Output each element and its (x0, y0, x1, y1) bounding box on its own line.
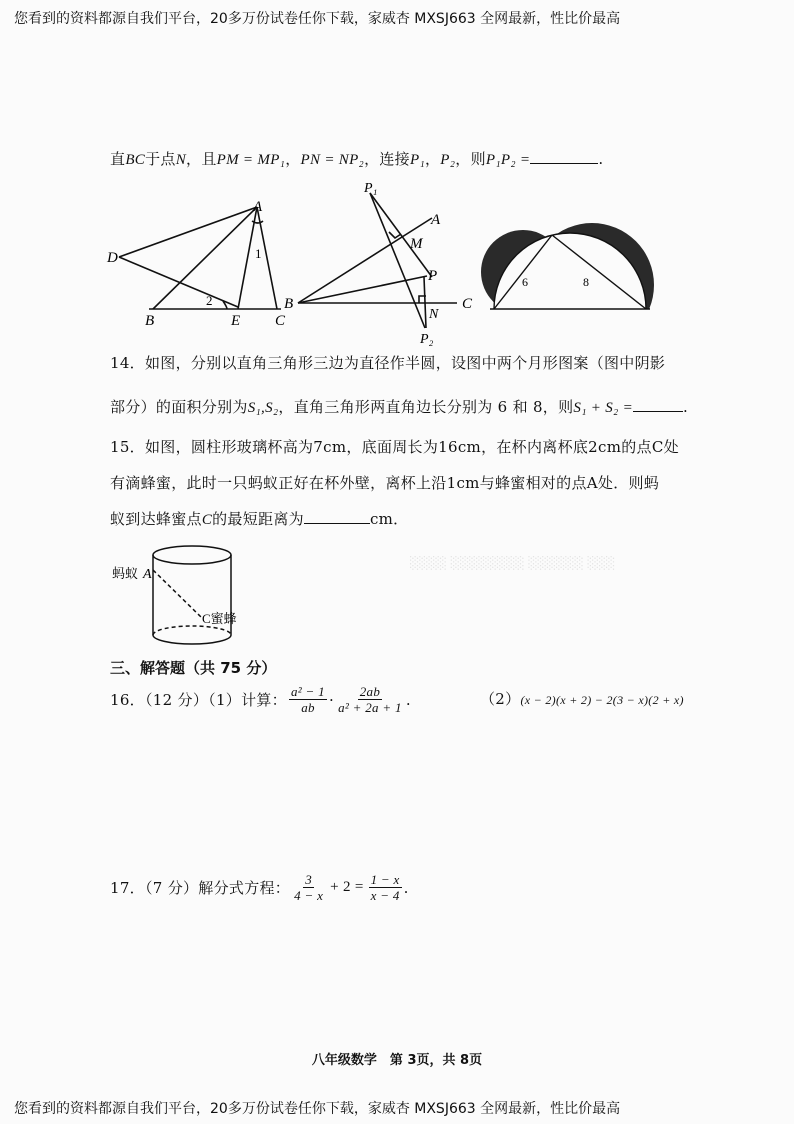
q17-f1-numerator: 3 (305, 872, 313, 887)
q14-s1s2: S₁,S₂ (247, 400, 279, 416)
fig1-label-e: E (231, 313, 241, 329)
q16-fraction-2 (336, 684, 404, 715)
q17-line (110, 872, 409, 903)
q15-line1: 15．如图，圆柱形玻璃杯高为7cm，底面周长为16cm，在杯内离杯底2cm的点C处 (110, 438, 679, 456)
q13-eq1: PM = MP₁ (216, 152, 286, 168)
q15-text-a: 蚁到达蜂蜜点 (110, 510, 202, 528)
figure-lunes (478, 210, 668, 322)
fig2-label-c: C (462, 296, 473, 312)
q13-text-e: ，则 (455, 150, 486, 168)
fig2-label-p2: P₂ (420, 332, 434, 347)
figure-reflection-p1p2 (282, 178, 482, 348)
fig3-leg-8: 8 (583, 275, 589, 289)
figure-cylinder (110, 540, 270, 652)
q15-line3 (110, 508, 408, 529)
fig1-label-c: C (275, 313, 286, 329)
q13-end: . (598, 150, 604, 168)
q17-prefix: 17．（7 分）解分式方程： (110, 879, 291, 897)
q14-answer-blank[interactable] (633, 397, 683, 412)
q17-plus: + 2 = (330, 879, 364, 895)
fig1-label-a: A (253, 199, 263, 215)
q14-sum: S₁ + S₂ = (573, 400, 634, 416)
q13-n: N (175, 152, 187, 168)
fig2-label-p: P (428, 268, 438, 284)
q13-text-b: 于点 (145, 150, 176, 168)
q16-f1-numerator: a² − 1 (291, 684, 325, 699)
q15-line2: 有滴蜂蜜，此时一只蚂蚁正好在杯外壁，离杯上沿1cm与蜂蜜相对的点A处．则蚂 (110, 474, 660, 492)
q16-part2 (480, 688, 684, 709)
q13-eq2: PN = NP₂ (300, 152, 365, 168)
section-3-title: 三、解答题（共 75 分） (110, 659, 277, 677)
q17-end: . (403, 878, 409, 897)
fig1-angle-2: 2 (206, 293, 213, 308)
q13-tail-line (110, 148, 603, 169)
fig4-ant-label: 蚂蚁 (112, 566, 139, 581)
top-banner: 您看到的资料都源自我们平台，20多万份试卷任你下载，家威杏 MXSJ663 全网最新，性比价最高 (14, 11, 621, 27)
q13-answer-blank[interactable] (530, 149, 598, 164)
q13-text-a: 直 (110, 150, 126, 168)
q13-p1p2: P₁P₂ = (485, 152, 531, 168)
fig2-label-n: N (429, 307, 439, 322)
q13-p2: P₂ (440, 152, 456, 168)
fig4-label-a: A (143, 567, 152, 582)
bleed-through-ghost-text: ░░░░ ░░░░░░░░ ░░░░░░ ░░░ (410, 556, 616, 570)
q17-fraction-1 (292, 872, 325, 903)
q16-dot: · (328, 690, 335, 709)
q13-p1: P₁ (409, 152, 425, 168)
q16-f1-denominator: ab (301, 700, 315, 715)
q14-text-a: 部分）的面积分别为 (110, 398, 248, 416)
q16-line (110, 684, 411, 715)
fig2-label-p1: P₁ (364, 181, 378, 196)
figure-triangle-adbec (105, 195, 295, 330)
fig1-label-b: B (145, 313, 155, 329)
q15-answer-blank[interactable] (304, 509, 370, 524)
fig3-leg-6: 6 (522, 275, 528, 289)
q16-part2-expr: (x − 2)(x + 2) − 2(3 − x)(2 + x) (520, 693, 684, 707)
q15-c: C (201, 512, 213, 528)
q14-line2 (110, 396, 688, 417)
q16-f2-numerator: 2ab (359, 684, 381, 699)
q13-sep: ， (285, 150, 301, 168)
q13-bc: BC (125, 152, 146, 168)
q17-f1-denominator: 4 − x (294, 888, 324, 903)
fig1-label-d: D (107, 250, 118, 266)
q16-end: . (405, 690, 411, 709)
q13-text-c: ，且 (186, 150, 217, 168)
q13-sep2: ， (424, 150, 441, 168)
bottom-banner: 您看到的资料都源自我们平台，20多万份试卷任你下载，家威杏 MXSJ663 全网最新，性比价最高 (14, 1101, 621, 1117)
q16-f2-denominator: a² + 2a + 1 (338, 700, 402, 715)
q17-f2-numerator: 1 − x (370, 872, 400, 887)
q16-part2-label: （2） (480, 690, 521, 708)
fig2-label-a: A (431, 212, 441, 228)
q14-line1: 14．如图，分别以直角三角形三边为直径作半圆，设图中两个月形图案（图中阴影 (110, 354, 666, 372)
page-footer: 八年级数学 第 3页，共 8页 (311, 1053, 483, 1068)
q16-prefix: 16．（12 分）（1）计算： (110, 691, 287, 709)
q16-fraction-1 (289, 684, 327, 715)
q15-text-b: 的最短距离为 (212, 510, 304, 528)
fig2-label-m: M (410, 236, 423, 252)
q17-fraction-2 (369, 872, 402, 903)
fig2-label-b: B (284, 296, 294, 312)
q15-unit: cm． (369, 510, 409, 528)
q17-f2-denominator: x − 4 (370, 888, 400, 903)
q13-text-d: ，连接 (364, 150, 410, 168)
q14-text-b: ，直角三角形两直角边长分别为 6 和 8，则 (278, 398, 574, 416)
q14-end: . (683, 398, 689, 416)
fig4-c-label: C蜜蜂 (202, 611, 237, 626)
fig1-angle-1: 1 (255, 246, 262, 261)
